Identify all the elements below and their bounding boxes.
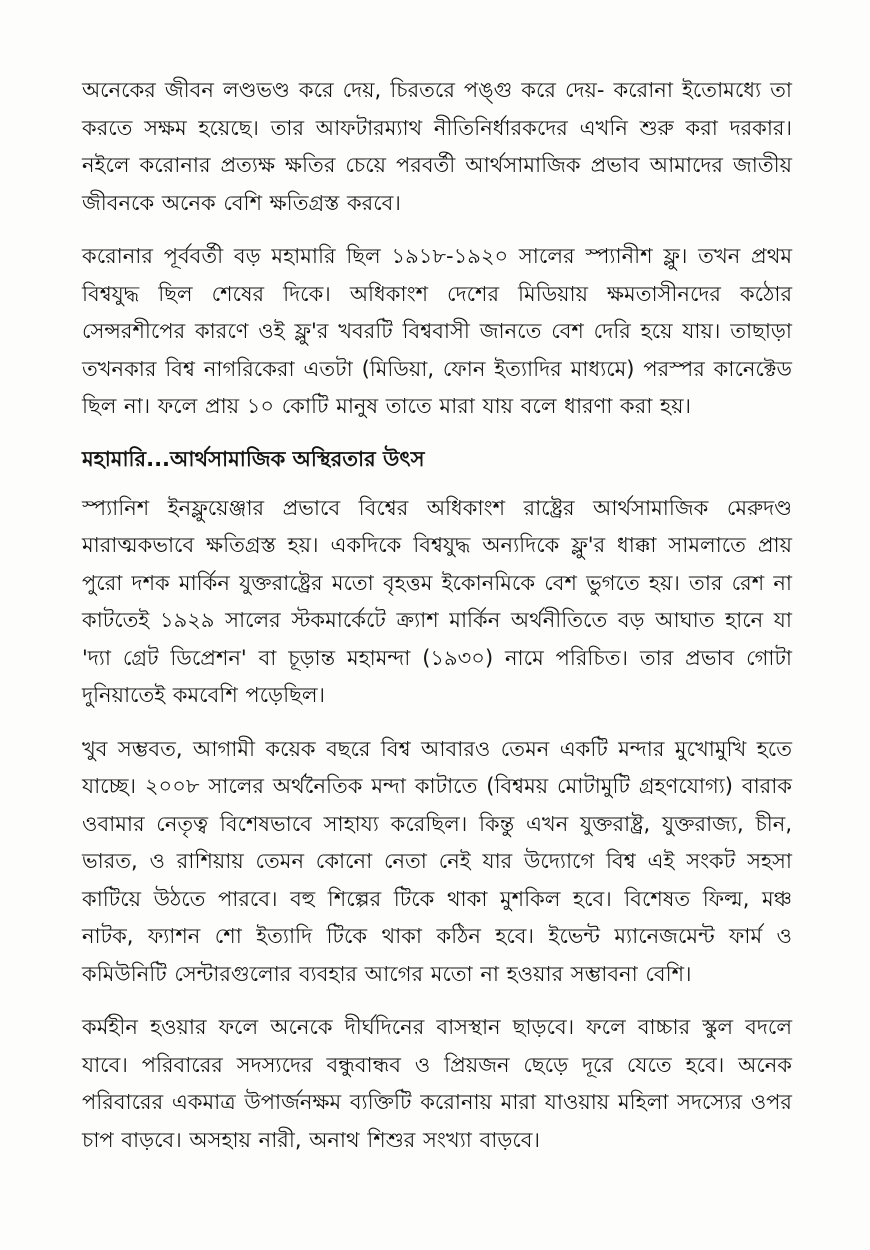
paragraph-5: কর্মহীন হওয়ার ফলে অনেকে দীর্ঘদিনের বাসস্থান ছাড়বে। ফলে বাচ্চার স্কুল বদলে যাবে। পরিবারের সদস্যদের বন্ধুবান্ধব ও প্রিয়জন ছেড়ে দূরে যেতে হবে। অনেক পরিবারের একমাত্র উপার্জনক্ষম ব্যক্তিটি করোনায় মারা যাওয়ায় মহিলা সদস্যের ওপর চাপ বাড়বে। অসহায় নারী, অনাথ শিশুর সংখ্যা বাড়বে। [82, 1015, 792, 1152]
paragraph-3: স্প্যানিশ ইনফ্লুয়েঞ্জার প্রভাবে বিশ্বের অধিকাংশ রাষ্ট্রের আর্থসামাজিক মেরুদণ্ড মারাত্মকভাবে ক্ষতিগ্রস্ত হয়। একদিকে বিশ্বযুদ্ধ অন্যদিকে ফ্লু'র ধাক্কা সামলাতে প্রায় পুরো দশক মার্কিন যুক্তরাষ্ট্রের মতো বৃহত্তম ইকোনমিকে বেশ ভুগতে হয়। তার রেশ না কাটতেই ১৯২৯ সালের স্টকমার্কেটে ক্র্যাশ মার্কিন অর্থনীতিতে বড় আঘাত হানে যা 'দ্যা গ্রেট ডিপ্রেশন' বা চূড়ান্ত মহামন্দা (১৯৩০) নামে পরিচিত। তার প্রভাব গোটা দুনিয়াতেই কমবেশি পড়েছিল। [82, 495, 792, 707]
section-heading: মহামারি...আর্থসামাজিক অস্থিরতার উৎস [82, 446, 425, 471]
paragraph-4: খুব সম্ভবত, আগামী কয়েক বছরে বিশ্ব আবারও তেমন একটি মন্দার মুখোমুখি হতে যাচ্ছে। ২০০৮ সালের অর্থনৈতিক মন্দা কাটাতে (বিশ্বময় মোটামুটি গ্রহণযোগ্য) বারাক ওবামার নেতৃত্ব বিশেষভাবে সাহায্য করেছিল। কিন্তু এখন যুক্তরাষ্ট্র, যুক্তরাজ্য, চীন, ভারত, ও রাশিয়ায় তেমন কোনো নেতা নেই যার উদ্যোগে বিশ্ব এই সংকট সহসা কাটিয়ে উঠতে পারবে। বহু শিল্পের টিকে থাকা মুশকিল হবে। বিশেষত ফিল্ম, মঞ্চ নাটক, ফ্যাশন শো ইত্যাদি টিকে থাকা কঠিন হবে। ইভেন্ট ম্যানেজমেন্ট ফার্ম ও কমিউনিটি সেন্টারগুলোর ব্যবহার আগের মতো না হওয়ার সম্ভাবনা বেশি। [82, 736, 792, 986]
paragraph-1: অনেকের জীবন লণ্ডভণ্ড করে দেয়, চিরতরে পঙ্গু করে দেয়- করোনা ইতোমধ্যে তা করতে সক্ষম হয়েছে। তার আফটারম্যাথ নীতিনির্ধারকদের এখনি শুরু করা দরকার। নইলে করোনার প্রত্যক্ষ ক্ষতির চেয়ে পরবর্তী আর্থসামাজিক প্রভাব আমাদের জাতীয় জীবনকে অনেক বেশি ক্ষতিগ্রস্ত করবে। [82, 78, 792, 215]
paragraph-2: করোনার পূর্ববর্তী বড় মহামারি ছিল ১৯১৮-১৯২০ সালের স্প্যানীশ ফ্লু। তখন প্রথম বিশ্বযুদ্ধ ছিল শেষের দিকে। অধিকাংশ দেশের মিডিয়ায় ক্ষমতাসীনদের কঠোর সেন্সরশীপের কারণে ওই ফ্লু'র খবরটি বিশ্ববাসী জানতে বেশ দেরি হয়ে যায়। তাছাড়া তখনকার বিশ্ব নাগরিকেরা এতটা (মিডিয়া, ফোন ইত্যাদির মাধ্যমে) পরস্পর কানেক্টেড ছিল না। ফলে প্রায় ১০ কোটি মানুষ তাতে মারা যায় বলে ধারণা করা হয়। [82, 244, 792, 418]
